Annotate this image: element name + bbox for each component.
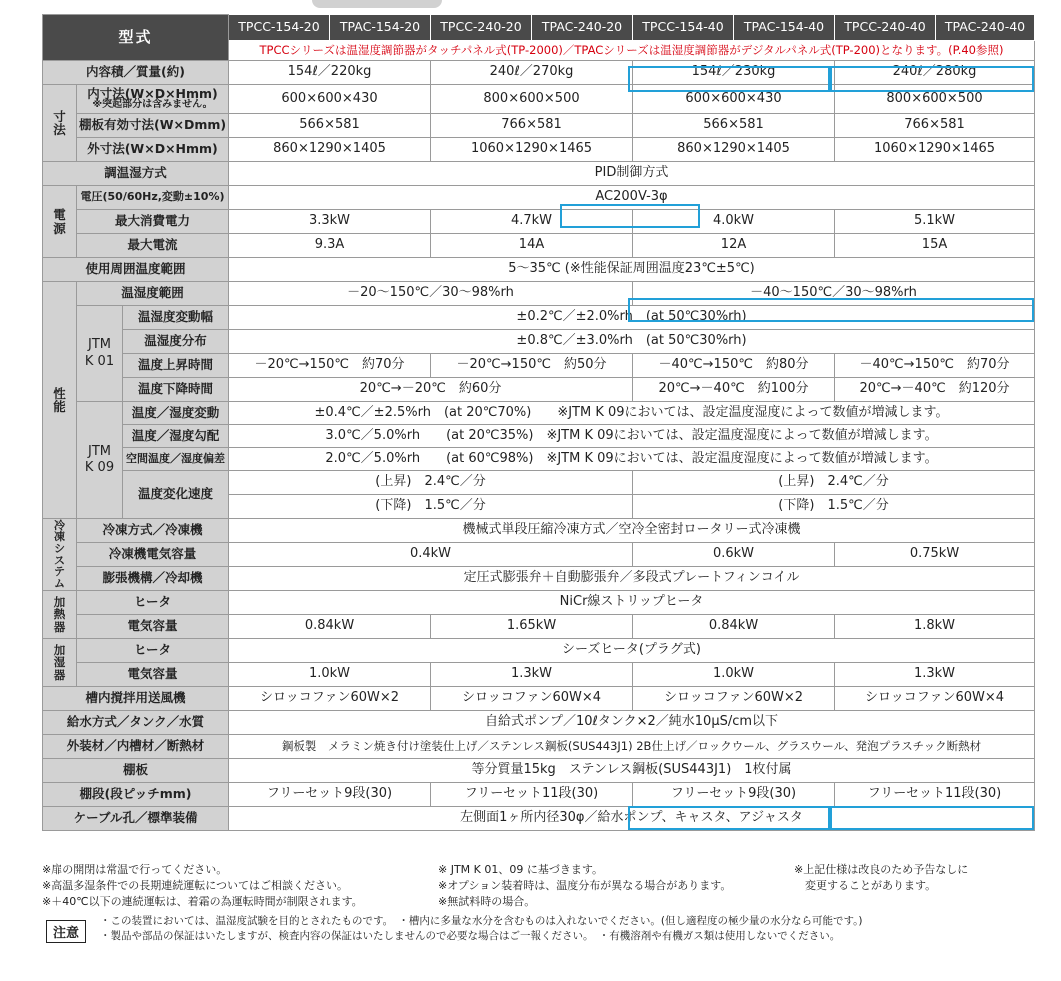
row-label: 電気容量 bbox=[77, 615, 229, 639]
cell-value: 154ℓ／220kg bbox=[229, 61, 431, 85]
row-label: 空間温度／湿度偏差 bbox=[123, 448, 229, 471]
cell-value: 240ℓ／280kg bbox=[835, 61, 1035, 85]
cell-value: －40℃→150℃ 約70分 bbox=[835, 354, 1035, 378]
caution-text bbox=[100, 914, 863, 944]
table-row bbox=[43, 210, 1035, 234]
model-name: TPAC-240-40 bbox=[936, 15, 1035, 41]
table-row bbox=[43, 615, 1035, 639]
cell-value: 1.3kW bbox=[431, 663, 633, 687]
table-row bbox=[43, 15, 1035, 41]
footnote: ※＋40℃以下の連続運転は、着霜の為運転時間が制限されます。 bbox=[42, 895, 363, 908]
cell-value: －20℃→150℃ 約70分 bbox=[229, 354, 431, 378]
footnote: ※上記仕様は改良のため予告なしに bbox=[794, 863, 969, 876]
cell-value: 1.3kW bbox=[835, 663, 1035, 687]
cell-value: 1060×1290×1465 bbox=[835, 138, 1035, 162]
table-row bbox=[43, 138, 1035, 162]
cell-value: 等分質量15kg ステンレス鋼板(SUS443J1) 1枚付属 bbox=[229, 759, 1035, 783]
table-row bbox=[43, 448, 1035, 471]
cell-value: 600×600×430 bbox=[633, 85, 835, 114]
cell-value: AC200V-3φ bbox=[229, 186, 1035, 210]
cell-value: 600×600×430 bbox=[229, 85, 431, 114]
cell-value: 5.1kW bbox=[835, 210, 1035, 234]
row-label: ヒータ bbox=[77, 639, 229, 663]
footnote: ※無試料時の場合。 bbox=[438, 895, 536, 908]
row-label: 膨張機構／冷却機 bbox=[77, 567, 229, 591]
table-row bbox=[43, 258, 1035, 282]
table-row bbox=[43, 402, 1035, 425]
table-row bbox=[43, 85, 1035, 114]
row-label: 温度変化速度 bbox=[123, 471, 229, 519]
cell-value: 1060×1290×1465 bbox=[431, 138, 633, 162]
table-row bbox=[43, 61, 1035, 85]
cell-value: 15A bbox=[835, 234, 1035, 258]
table-row bbox=[43, 687, 1035, 711]
cell-value: PID制御方式 bbox=[229, 162, 1035, 186]
row-label: 最大電流 bbox=[77, 234, 229, 258]
model-name: TPAC-154-20 bbox=[330, 15, 431, 41]
cell-value: －20℃→150℃ 約50分 bbox=[431, 354, 633, 378]
cell-value: NiCr線ストリップヒータ bbox=[229, 591, 1035, 615]
cell-value: 3.3kW bbox=[229, 210, 431, 234]
row-label: ヒータ bbox=[77, 591, 229, 615]
cell-value: 0.84kW bbox=[229, 615, 431, 639]
row-label: 温度上昇時間 bbox=[123, 354, 229, 378]
table-row bbox=[43, 639, 1035, 663]
cell-value: 566×581 bbox=[229, 114, 431, 138]
cell-value: 定圧式膨張弁＋自動膨張弁／多段式プレートフィンコイル bbox=[229, 567, 1035, 591]
cell-value: (上昇) 2.4℃／分 bbox=[229, 471, 633, 495]
cell-value: ±0.8℃／±3.0%rh (at 50℃30%rh) bbox=[229, 330, 1035, 354]
cell-value: ±0.4℃／±2.5%rh (at 20℃70%) ※JTM K 09においては、設定温度湿度によって数値が増減します。 bbox=[229, 402, 1035, 425]
cell-value: 1.8kW bbox=[835, 615, 1035, 639]
model-name: TPCC-240-40 bbox=[835, 15, 936, 41]
cell-value: (上昇) 2.4℃／分 bbox=[633, 471, 1035, 495]
row-label: 棚板有効寸法(W×Dmm) bbox=[77, 114, 229, 138]
jtm-k01-label: JTM K 01 bbox=[77, 306, 123, 402]
cell-value: 0.75kW bbox=[835, 543, 1035, 567]
footnote: ※ JTM K 01、09 に基づきます。 bbox=[438, 863, 603, 876]
row-label: 棚段(段ピッチmm) bbox=[43, 783, 229, 807]
caution-line: ・この装置においては、温湿度試験を目的とされたものです。 ・槽内に多量な水分を含むものは入れないでください。(但し適程度の極少量の水分なら可能です。) bbox=[100, 915, 863, 927]
row-label: 冷凍方式／冷凍機 bbox=[77, 519, 229, 543]
cell-value: 20℃→－20℃ 約60分 bbox=[229, 378, 633, 402]
category-label-humidifier: 加湿器 bbox=[43, 639, 77, 687]
cell-value: 800×600×500 bbox=[431, 85, 633, 114]
model-name: TPAC-240-20 bbox=[532, 15, 633, 41]
table-row bbox=[43, 519, 1035, 543]
cell-value: 機械式単段圧縮冷凍方式／空冷全密封ロータリー式冷凍機 bbox=[229, 519, 1035, 543]
model-name: TPCC-154-40 bbox=[633, 15, 734, 41]
cell-value: 766×581 bbox=[835, 114, 1035, 138]
cell-value: シロッコファン60W×2 bbox=[229, 687, 431, 711]
cell-value: －40～150℃／30～98%rh bbox=[633, 282, 1035, 306]
model-name: TPAC-154-40 bbox=[734, 15, 835, 41]
table-row bbox=[43, 114, 1035, 138]
row-label: 電圧(50/60Hz,変動±10%) bbox=[77, 186, 229, 210]
table-row bbox=[43, 711, 1035, 735]
series-note: TPCCシリーズは温湿度調節器がタッチパネル式(TP-2000)／TPACシリーズは温湿度調節器がデジタルパネル式(TP-200)となります。(P.40参照) bbox=[229, 41, 1035, 61]
cell-value: 566×581 bbox=[633, 114, 835, 138]
cell-value: 1.0kW bbox=[633, 663, 835, 687]
table-row bbox=[43, 543, 1035, 567]
table-row bbox=[43, 162, 1035, 186]
row-label: 電気容量 bbox=[77, 663, 229, 687]
row-label: 温度／湿度勾配 bbox=[123, 425, 229, 448]
table-row bbox=[43, 234, 1035, 258]
cell-value: フリーセット11段(30) bbox=[835, 783, 1035, 807]
table-row bbox=[43, 378, 1035, 402]
table-row bbox=[43, 186, 1035, 210]
row-label: ケーブル孔／標準装備 bbox=[43, 807, 229, 831]
cell-value: 4.7kW bbox=[431, 210, 633, 234]
cell-value: 860×1290×1405 bbox=[229, 138, 431, 162]
cell-value: (下降) 1.5℃／分 bbox=[633, 495, 1035, 519]
cell-value: 自給式ポンプ／10ℓタンク×2／純水10μS/cm以下 bbox=[229, 711, 1035, 735]
footnote: 変更することがあります。 bbox=[794, 879, 937, 892]
cell-value: －40℃→150℃ 約80分 bbox=[633, 354, 835, 378]
row-label: 棚板 bbox=[43, 759, 229, 783]
row-label: 冷凍機電気容量 bbox=[77, 543, 229, 567]
footnote: ※高温多湿条件での長期連続運転についてはご相談ください。 bbox=[42, 879, 348, 892]
cell-value: 14A bbox=[431, 234, 633, 258]
row-label: 内寸法(W×D×Hmm) ※突起部分は含みません。 bbox=[77, 85, 229, 114]
row-label: 槽内撹拌用送風機 bbox=[43, 687, 229, 711]
row-label: 調温湿方式 bbox=[43, 162, 229, 186]
cell-value: シロッコファン60W×4 bbox=[835, 687, 1035, 711]
cell-value: 860×1290×1405 bbox=[633, 138, 835, 162]
cell-value: 0.84kW bbox=[633, 615, 835, 639]
table-row bbox=[43, 425, 1035, 448]
cell-value: 1.0kW bbox=[229, 663, 431, 687]
cell-value: 5～35℃ (※性能保証周囲温度23℃±5℃) bbox=[229, 258, 1035, 282]
table-row bbox=[43, 783, 1035, 807]
caution-label: 注意 bbox=[46, 920, 86, 943]
row-label: 温度下降時間 bbox=[123, 378, 229, 402]
table-row bbox=[43, 663, 1035, 687]
table-row bbox=[43, 306, 1035, 330]
category-label-dims: 寸法 bbox=[43, 85, 77, 162]
cell-value: フリーセット9段(30) bbox=[229, 783, 431, 807]
table-row bbox=[43, 471, 1035, 495]
row-label: 内容積／質量(約) bbox=[43, 61, 229, 85]
footnote-column bbox=[438, 862, 731, 910]
caution-line: ・製品や部品の保証はいたしますが、検査内容の保証はいたしませんので必要な場合はご一報ください。 ・有機溶剤や有機ガス類は使用しないでください。 bbox=[100, 930, 841, 942]
cell-value: 800×600×500 bbox=[835, 85, 1035, 114]
category-label-power: 電源 bbox=[43, 186, 77, 258]
cell-value: 20℃→－40℃ 約120分 bbox=[835, 378, 1035, 402]
table-row bbox=[43, 567, 1035, 591]
cell-value: 12A bbox=[633, 234, 835, 258]
footnote-column bbox=[42, 862, 363, 910]
cell-value: 9.3A bbox=[229, 234, 431, 258]
cell-value: 左側面1ヶ所内径30φ／給水ポンプ、キャスタ、アジャスタ bbox=[229, 807, 1035, 831]
footnote: ※扉の開閉は常温で行ってください。 bbox=[42, 863, 228, 876]
row-label: 温度／湿度変動 bbox=[123, 402, 229, 425]
cell-value: 3.0℃／5.0%rh (at 20℃35%) ※JTM K 09においては、設定温度湿度によって数値が増減します。 bbox=[229, 425, 1035, 448]
cell-value: 240ℓ／270kg bbox=[431, 61, 633, 85]
cell-value: 20℃→－40℃ 約100分 bbox=[633, 378, 835, 402]
row-label: 最大消費電力 bbox=[77, 210, 229, 234]
cell-value: 766×581 bbox=[431, 114, 633, 138]
cell-value: 4.0kW bbox=[633, 210, 835, 234]
row-label: 温湿度範囲 bbox=[77, 282, 229, 306]
jtm-k09-label: JTM K 09 bbox=[77, 402, 123, 519]
table-row bbox=[43, 282, 1035, 306]
table-row bbox=[43, 807, 1035, 831]
cell-value: フリーセット11段(30) bbox=[431, 783, 633, 807]
cell-value: 2.0℃／5.0%rh (at 60℃98%) ※JTM K 09においては、設定温度湿度によって数値が増減します。 bbox=[229, 448, 1035, 471]
cell-value: フリーセット9段(30) bbox=[633, 783, 835, 807]
table-row bbox=[43, 330, 1035, 354]
cell-value: 鋼板製 メラミン焼き付け塗装仕上げ／ステンレス鋼板(SUS443J1) 2B仕上げ／ロックウール、グラスウール、発泡プラスチック断熱材 bbox=[229, 735, 1035, 759]
table-row bbox=[43, 354, 1035, 378]
cell-value: 154ℓ／230kg bbox=[633, 61, 835, 85]
model-header-title: 型式 bbox=[43, 15, 229, 61]
footnote-column bbox=[794, 862, 968, 894]
cell-value: (下降) 1.5℃／分 bbox=[229, 495, 633, 519]
top-decoration bbox=[312, 0, 442, 8]
cell-value: ±0.2℃／±2.0%rh (at 50℃30%rh) bbox=[229, 306, 1035, 330]
cell-value: 0.6kW bbox=[633, 543, 835, 567]
cell-value: －20～150℃／30～98%rh bbox=[229, 282, 633, 306]
category-label-refrigeration: 冷凍システム bbox=[43, 519, 77, 591]
row-label: 温湿度分布 bbox=[123, 330, 229, 354]
table-row bbox=[43, 735, 1035, 759]
row-label: 給水方式／タンク／水質 bbox=[43, 711, 229, 735]
cell-value: シーズヒータ(プラグ式) bbox=[229, 639, 1035, 663]
model-name: TPCC-154-20 bbox=[229, 15, 330, 41]
footnote: ※オプション装着時は、温度分布が異なる場合があります。 bbox=[438, 879, 732, 892]
row-label: 使用周囲温度範囲 bbox=[43, 258, 229, 282]
model-name: TPCC-240-20 bbox=[431, 15, 532, 41]
cell-value: シロッコファン60W×2 bbox=[633, 687, 835, 711]
row-label: 温湿度変動幅 bbox=[123, 306, 229, 330]
table-row bbox=[43, 759, 1035, 783]
row-label: 外寸法(W×D×Hmm) bbox=[77, 138, 229, 162]
category-label-heater: 加熱器 bbox=[43, 591, 77, 639]
cell-value: シロッコファン60W×4 bbox=[431, 687, 633, 711]
spec-table bbox=[42, 14, 1035, 831]
cell-value: 0.4kW bbox=[229, 543, 633, 567]
cell-value: 1.65kW bbox=[431, 615, 633, 639]
category-label-performance: 性能 bbox=[43, 282, 77, 519]
table-row bbox=[43, 591, 1035, 615]
row-label: 外装材／内槽材／断熱材 bbox=[43, 735, 229, 759]
